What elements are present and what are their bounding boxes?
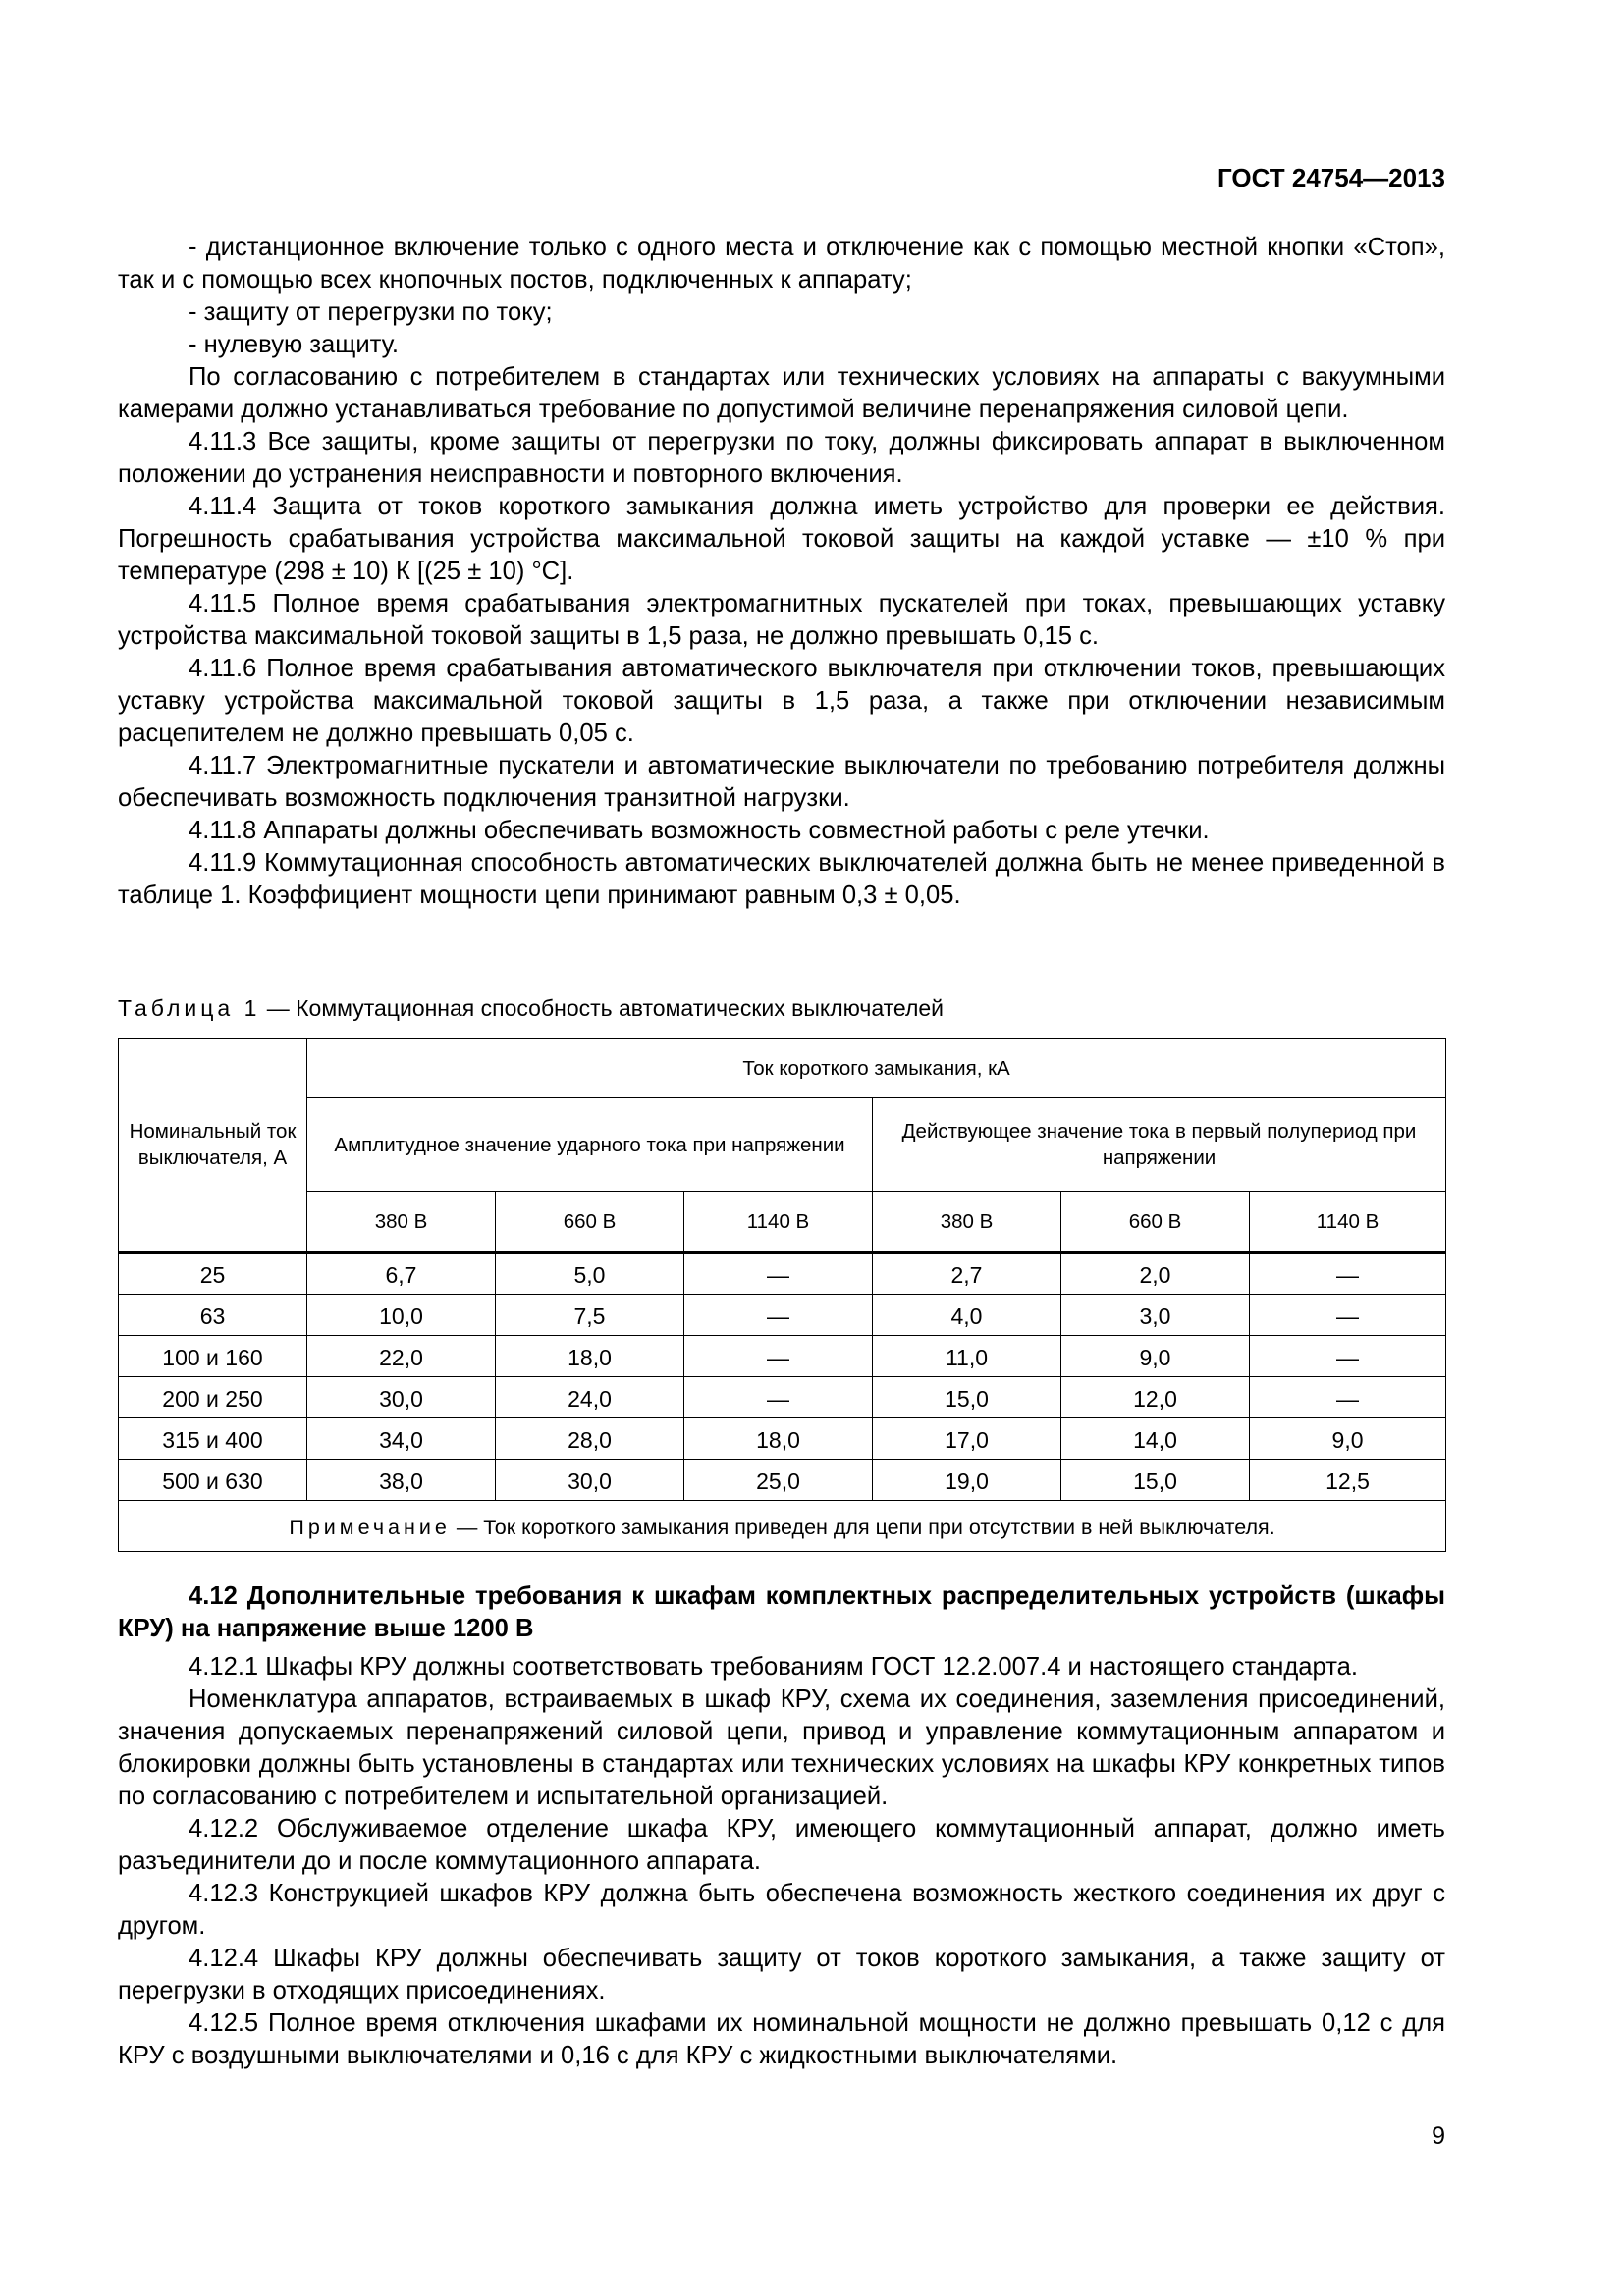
table-cell: 25 — [119, 1253, 307, 1295]
paragraph: 4.12.5 Полное время отключения шкафами их номинальной мощности не должно превышать 0,12 с для КРУ с воздушными выключателями и 0,16 с для КРУ с жидкостными выключателями. — [118, 2009, 1445, 2069]
table-cell: 30,0 — [496, 1460, 684, 1501]
page-number: 9 — [1432, 2122, 1445, 2150]
header-voltage: 660 В — [1061, 1192, 1250, 1253]
table-cell: 30,0 — [307, 1377, 496, 1418]
table-row — [119, 1418, 1446, 1460]
table-cell: 3,0 — [1061, 1295, 1250, 1336]
table-row — [119, 1295, 1446, 1336]
paragraph: 4.11.4 Защита от токов короткого замыкания должна иметь устройство для проверки ее действия. Погрешность срабатывания устройства максимальной токовой защиты на каждой уставке — ±10 % при температуре (298 ± 10) К [(25 ± 10) °С]. — [118, 493, 1445, 585]
table-cell: 34,0 — [307, 1418, 496, 1460]
paragraph: 4.11.8 Аппараты должны обеспечивать возможность совместной работы с реле утечки. — [189, 817, 1210, 844]
table-cell: 10,0 — [307, 1295, 496, 1336]
table-cell: 63 — [119, 1295, 307, 1336]
paragraph: 4.11.3 Все защиты, кроме защиты от перегрузки по току, должны фиксировать аппарат в выключенном положении до устранения неисправности и повторного включения. — [118, 428, 1445, 488]
table-cell: 18,0 — [496, 1336, 684, 1377]
table-row — [119, 1460, 1446, 1501]
table-cell: 38,0 — [307, 1460, 496, 1501]
table-cell: 9,0 — [1250, 1418, 1446, 1460]
table-cell: — — [684, 1377, 873, 1418]
section-heading: 4.12 Дополнительные требования к шкафам комплектных распределительных устройств (шкафы КРУ) на напряжение выше 1200 В — [118, 1582, 1445, 1642]
table-cell: 5,0 — [496, 1253, 684, 1295]
paragraph: 4.11.7 Электромагнитные пускатели и автоматические выключатели по требованию потребителя должны обеспечивать возможность подключения транзитной нагрузки. — [118, 752, 1445, 812]
table-cell: 18,0 — [684, 1418, 873, 1460]
table-note-text: — Ток короткого замыкания приведен для цепи при отсутствии в ней выключателя. — [450, 1515, 1275, 1539]
table-cell: 12,5 — [1250, 1460, 1446, 1501]
header-peak-current: Амплитудное значение ударного тока при напряжении — [307, 1098, 873, 1192]
table-cell: 6,7 — [307, 1253, 496, 1295]
table-row — [119, 1253, 1446, 1295]
paragraph: - нулевую защиту. — [189, 331, 399, 358]
table-cell: 15,0 — [1061, 1460, 1250, 1501]
paragraph: 4.12.4 Шкафы КРУ должны обеспечивать защиту от токов короткого замыкания, а также защиту от перегрузки в отходящих присоединениях. — [118, 1945, 1445, 2004]
table-cell: 4,0 — [873, 1295, 1061, 1336]
paragraph: - защиту от перегрузки по току; — [189, 298, 553, 326]
table-cell: — — [1250, 1295, 1446, 1336]
document-id: ГОСТ 24754—2013 — [1217, 163, 1445, 192]
table-cell: — — [1250, 1377, 1446, 1418]
header-voltage: 1140 В — [1250, 1192, 1446, 1253]
table-cell: — — [684, 1336, 873, 1377]
paragraph: По согласованию с потребителем в стандартах или технических условиях на аппараты с вакуумными камерами должно устанавливаться требование по допустимой величине перенапряжения силовой цепи. — [118, 363, 1445, 423]
header-voltage: 380 В — [873, 1192, 1061, 1253]
paragraph: 4.11.6 Полное время срабатывания автоматического выключателя при отключении токов, превышающих уставку устройства максимальной токовой защиты в 1,5 раза, а также при отключении независимым расцепителем не должно превышать 0,05 с. — [118, 655, 1445, 747]
paragraph: Номенклатура аппаратов, встраиваемых в шкаф КРУ, схема их соединения, заземления присоединений, значения допускаемых перенапряжений силовой цепи, привод и управление коммутационным аппаратом и блокировки должны быть установлены в стандартах или технических условиях на шкафы КРУ конкретных типов по согласованию с потребителем и испытательной организацией. — [118, 1685, 1445, 1810]
table-cell: — — [1250, 1253, 1446, 1295]
table-caption-text: — Коммутационная способность автоматических выключателей — [260, 995, 945, 1021]
lower-text-block — [118, 1580, 1445, 2072]
header-voltage: 380 В — [307, 1192, 496, 1253]
table-cell: 2,7 — [873, 1253, 1061, 1295]
table-note-label: Примечание — [289, 1515, 451, 1539]
table-cell: 11,0 — [873, 1336, 1061, 1377]
table-cell: 500 и 630 — [119, 1460, 307, 1501]
table-cell: 14,0 — [1061, 1418, 1250, 1460]
table-cell: — — [684, 1295, 873, 1336]
table-row — [119, 1336, 1446, 1377]
table-caption-label: Таблица 1 — [118, 995, 261, 1021]
table-cell: 12,0 — [1061, 1377, 1250, 1418]
paragraph: 4.11.5 Полное время срабатывания электромагнитных пускателей при токах, превышающих уставку устройства максимальной токовой защиты в 1,5 раза, не должно превышать 0,15 с. — [118, 590, 1445, 650]
table-cell: — — [1250, 1336, 1446, 1377]
table-cell: 19,0 — [873, 1460, 1061, 1501]
table-cell: 15,0 — [873, 1377, 1061, 1418]
table-cell: 9,0 — [1061, 1336, 1250, 1377]
paragraph: 4.11.9 Коммутационная способность автоматических выключателей должна быть не менее приведенной в таблице 1. Коэффициент мощности цепи принимают равным 0,3 ± 0,05. — [118, 849, 1445, 909]
table-caption — [118, 994, 944, 1022]
paragraph: 4.12.3 Конструкцией шкафов КРУ должна быть обеспечена возможность жесткого соединения их друг с другом. — [118, 1880, 1445, 1940]
table-note — [119, 1501, 1446, 1552]
table-cell: 28,0 — [496, 1418, 684, 1460]
header-rated-current: Номинальный ток выключателя, А — [119, 1039, 307, 1253]
table-cell: 315 и 400 — [119, 1418, 307, 1460]
paragraph: - дистанционное включение только с одного места и отключение как с помощью местной кнопки «Стоп», так и с помощью всех кнопочных постов, подключенных к аппарату; — [118, 234, 1445, 294]
table-cell: 200 и 250 — [119, 1377, 307, 1418]
table-cell: 2,0 — [1061, 1253, 1250, 1295]
table-cell: 17,0 — [873, 1418, 1061, 1460]
paragraph: 4.12.2 Обслуживаемое отделение шкафа КРУ, имеющего коммутационный аппарат, должно иметь разъединители до и после коммутационного аппарата. — [118, 1815, 1445, 1875]
table-note-row — [119, 1501, 1446, 1552]
table-row — [119, 1377, 1446, 1418]
header-short-circuit: Ток короткого замыкания, кА — [307, 1039, 1446, 1098]
upper-text-block — [118, 232, 1445, 912]
table-cell: 7,5 — [496, 1295, 684, 1336]
header-rms-current: Действующее значение тока в первый полупериод при напряжении — [873, 1098, 1446, 1192]
header-voltage: 1140 В — [684, 1192, 873, 1253]
table-cell: 25,0 — [684, 1460, 873, 1501]
paragraph: 4.12.1 Шкафы КРУ должны соответствовать требованиям ГОСТ 12.2.007.4 и настоящего стандарта. — [189, 1653, 1358, 1681]
table-cell: 24,0 — [496, 1377, 684, 1418]
table-cell: 22,0 — [307, 1336, 496, 1377]
table-cell: — — [684, 1253, 873, 1295]
header-voltage: 660 В — [496, 1192, 684, 1253]
breaking-capacity-table — [118, 1038, 1446, 1552]
table-cell: 100 и 160 — [119, 1336, 307, 1377]
